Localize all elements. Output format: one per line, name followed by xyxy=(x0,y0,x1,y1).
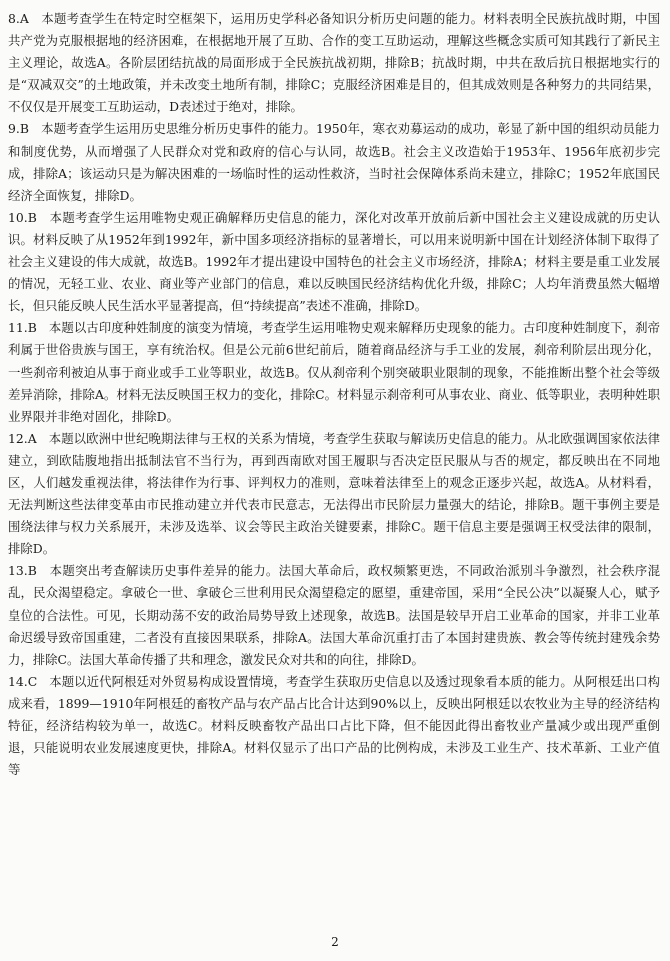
answer-explanation: 本题考查学生运用唯物史观正确解释历史信息的能力，深化对改革开放前后新中国社会主义建设成就的历史认识。材料反映了从1952年到1992年，新中国多项经济指标的显著增长，可以用来说明新中国在计划经济体制下取得了社会主义建设的伟大成就，故选B。1992年才提出建设中国特色的社会主义市场经济，排除A；材料主要是重工业发展的情况，无轻工业、农业、商业等产业部门的信息，难以反映国民经济结构优化升级，排除C；人均年消费虽然大幅增长，但只能反映人民生活水平显著提高，但“持续提高”表述不准确，排除D。 xyxy=(8,209,660,314)
answer-list xyxy=(8,8,660,781)
page-number: 2 xyxy=(331,935,339,949)
answer-item xyxy=(8,207,660,317)
answer-explanation: 本题以欧洲中世纪晚期法律与王权的关系为情境，考查学生获取与解读历史信息的能力。从北欧强调国家依法律建立，到欧陆腹地指出抵制法官不当行为，再到西南欧对国王履职与否决定臣民服从与否的规定，都反映出在不同地区，人们越发重视法律，将法律作为行事、评判权力的准则，意味着法律至上的观念正逐步兴起，故选A。从材料看，无法判断这些法律变革由市民推动建立并代表市民意志，无法得出市民阶层力量强大的结论，排除B。题干事例主要是围绕法律与权力关系展开，未涉及选举、议会等民主政治关键要素，排除C。题干信息主要是强调王权受法律的限制，排除D。 xyxy=(8,430,660,557)
answer-item xyxy=(8,671,660,781)
answer-explanation: 本题考查学生运用历史思维分析历史事件的能力。1950年，寒衣劝募运动的成功，彰显了新中国的组织动员能力和制度优势，从而增强了人民群众对党和政府的信心与认同，故选B。社会主义改造始于1953年、1956年底初步完成，排除A；该运动只是为解决困难的一场临时性的运动性救济，当时社会保障体系尚未建立，排除C；1952年底国民经济全面恢复，排除D。 xyxy=(8,121,660,203)
answer-item xyxy=(8,118,660,206)
answer-number: 12.A xyxy=(8,430,37,446)
answer-number: 14.C xyxy=(8,673,38,689)
answer-number: 11.B xyxy=(8,320,37,336)
answer-explanation: 本题以古印度种姓制度的演变为情境，考查学生运用唯物史观来解释历史现象的能力。古印度种姓制度下，刹帝利属于世俗贵族与国王，享有统治权。但是公元前6世纪前后，随着商品经济与手工业的发展，刹帝利阶层出现分化，一些刹帝利被迫从事于商业或手工业等职业，故选B。仅从刹帝利个别突破职业限制的现象，不能推断出整个社会等级差异消除，排除A。材料无法反映国王权力的变化，排除C。材料显示刹帝利可从事农业、商业、低等职业，表明种姓职业界限并非绝对固化，排除D。 xyxy=(8,320,661,424)
answer-explanation: 本题考查学生在特定时空框架下，运用历史学科必备知识分析历史问题的能力。材料表明全民族抗战时期，中国共产党为克服根据地的经济困难，在根据地开展了互助、合作的变工互助运动，理解这些概念实质可知其践行了新民主主义理论，故选A。各阶层团结抗战的局面形成于全民族抗战初期，排除B；抗战时期，中共在敌后抗日根据地实行的是“双减双交”的土地政策，并未改变土地所有制，排除C；克服经济困难是目的，但其成效则是各种努力的共同结果，不仅仅是开展变工互助运动，D表述过于绝对，排除。 xyxy=(8,11,660,115)
answer-item xyxy=(8,8,660,118)
answer-number: 10.B xyxy=(8,209,37,225)
answer-explanation: 本题突出考查解读历史事件差异的能力。法国大革命后，政权频繁更迭，不同政治派别斗争激烈，社会秩序混乱，民众渴望稳定。拿破仑一世、拿破仑三世利用民众渴望稳定的愿望，重建帝国，采用“全民公决”以凝聚人心，赋予皇位的合法性。可见，长期动荡不安的政治局势导致上述现象，故选B。法国是较早开启工业革命的国家，并非工业革命迟缓导致帝国重建，二者没有直接因果联系，排除A。法国大革命沉重打击了本国封建贵族、教会等传统封建残余势力，排除C。法国大革命传播了共和理念，激发民众对共和的向往，排除D。 xyxy=(8,563,660,667)
answer-number: 9.B xyxy=(8,121,29,137)
answer-item xyxy=(8,428,660,561)
answer-item xyxy=(8,560,660,670)
answer-explanation: 本题以近代阿根廷对外贸易构成设置情境，考查学生获取历史信息以及透过现象看本质的能力。从阿根廷出口构成来看，1899—1910年阿根廷的畜牧产品与农产品占比合计达到90%以上，反映出阿根廷以农牧业为主导的经济结构特征，经济结构较为单一，故选C。材料反映畜牧产品出口占比下降，但不能因此得出畜牧业产量减少或出现严重倒退，只能说明农业发展速度更快，排除A。材料仅显示了出口产品的比例构成，未涉及工业生产、技术革新、工业产值等 xyxy=(8,673,660,778)
answer-number: 13.B xyxy=(8,563,37,579)
answer-number: 8.A xyxy=(8,11,29,26)
answer-item xyxy=(8,317,660,427)
